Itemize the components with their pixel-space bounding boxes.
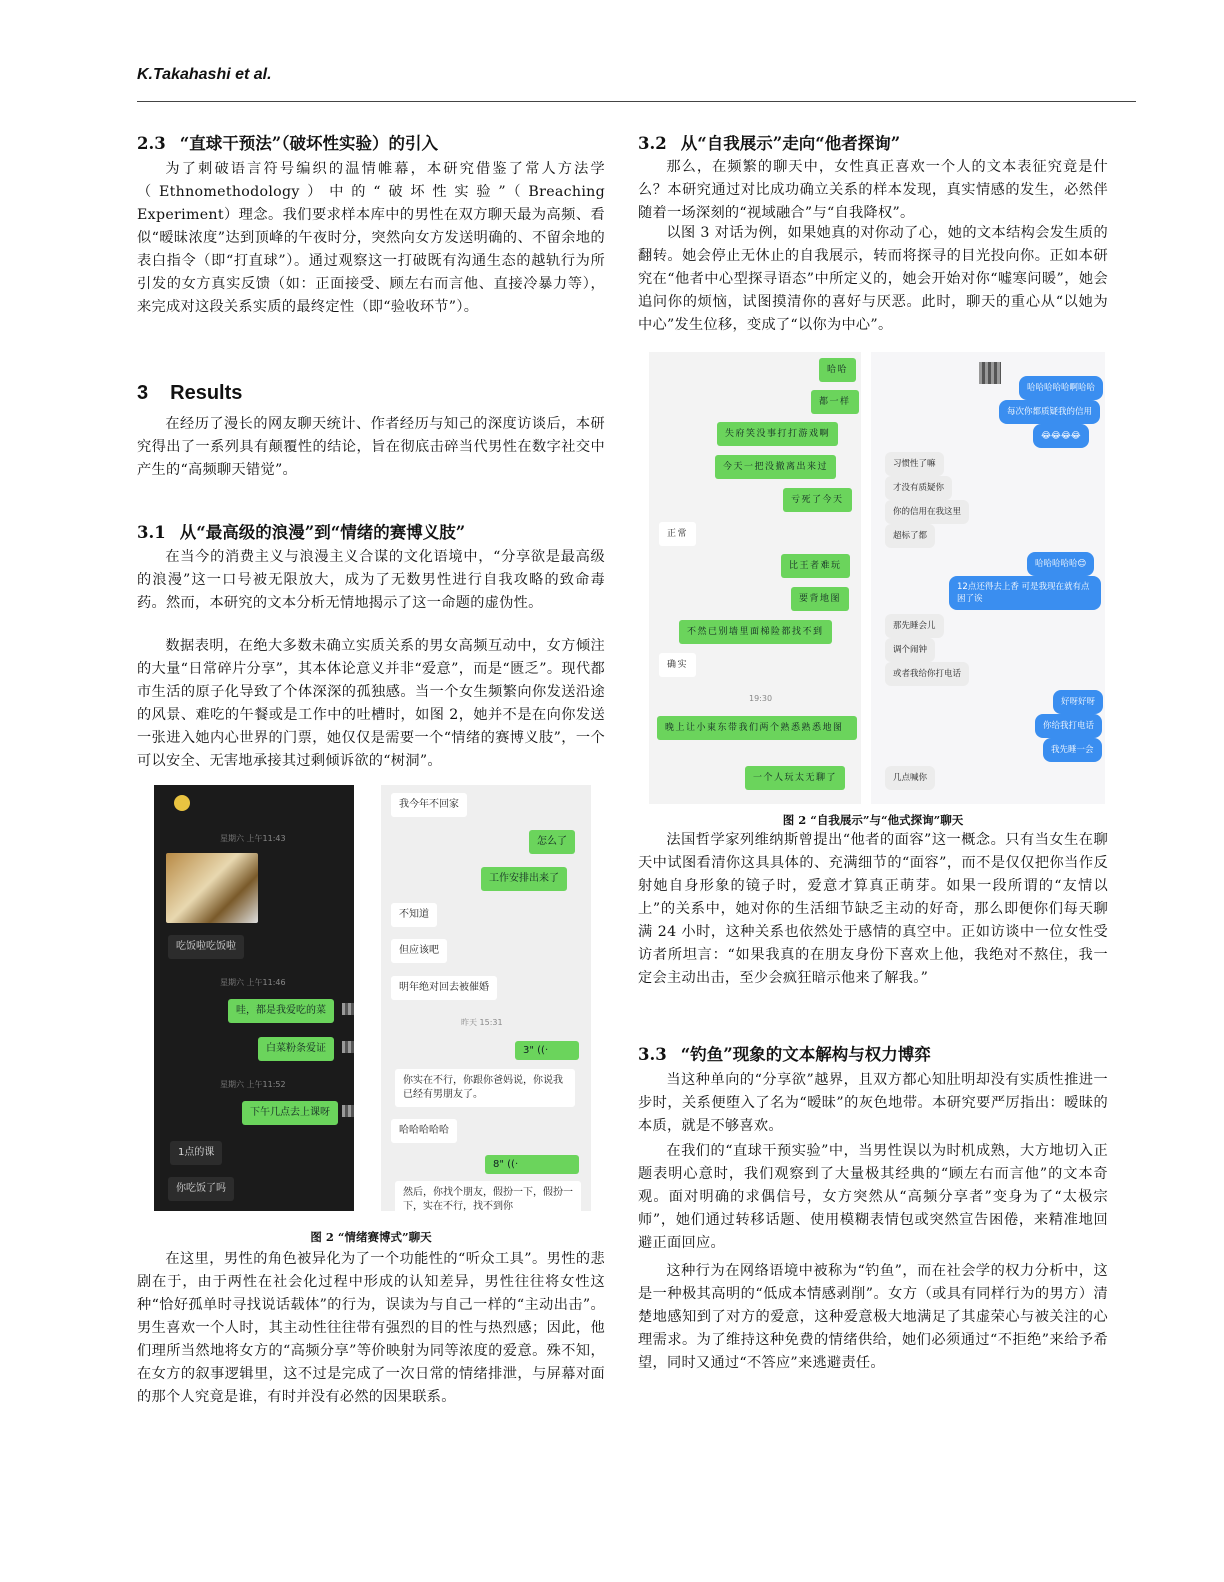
chat-message: 哈哈: [819, 358, 856, 382]
chat-message: 你吃饭了吗: [168, 1177, 234, 1201]
chat-message: 今天一把没撤离出来过: [715, 455, 836, 479]
paragraph: 这种行为在网络语境中被称为“钓鱼”，而在社会学的权力分析中，这是一种极其高明的“低成本情感剥削”。女方（或具有同样行为的男方）清楚地感知到了对方的爱意，这种爱意极大地满足了其虚荣心与被关注的心理需求。为了维持这种免费的情绪供给，她们必须通过“不拒绝”来给予希望，同时又通过“不答应”来逃避责任。: [638, 1263, 1108, 1371]
chat-message: 1点的课: [170, 1141, 222, 1165]
section-number: 3: [137, 382, 149, 404]
chat-message: 工作安排出来了: [481, 867, 567, 891]
paragraph: 法国哲学家列维纳斯曾提出“他者的面容”这一概念。只有当女生在聊天中试图看清你这具具体的、充满细节的“面容”，而不是仅仅把你当作反射她自身形象的镜子时，爱意才算真正萌芽。如果一段所谓的“友情以上”的关系中，她对你的生活细节缺乏主动的好奇，那么即便你们每天聊满 24 小时，这种关系也依然处于感情的真空中。正如访谈中一位女性受访者所坦言：“如果我真的在朋友身份下喜欢上他，我绝对不熬住，我一定会主动出击，至少会疯狂暗示他来了解我。”: [638, 832, 1108, 986]
section-title: Results: [170, 382, 243, 404]
chat-message: 😂😂😂😂: [1033, 424, 1089, 448]
chat-message: 一个人玩太无聊了: [745, 766, 845, 790]
avatar-icon: [342, 1003, 354, 1015]
chat-message: 亏死了今天: [783, 488, 852, 512]
chat-message: 或者我给你打电话: [885, 662, 969, 686]
timestamp: 星期六 上午11:46: [220, 978, 286, 987]
chat-message: 失府笑没事打打游戏啊: [717, 422, 838, 446]
chat-screenshot-light: [381, 785, 591, 1211]
section-number: 2.3: [137, 134, 166, 153]
figure-caption: 图 2 “自我展示”与“他式探询”聊天: [782, 813, 964, 827]
chat-message: 哇，都是我爱吃的菜: [228, 999, 334, 1023]
paragraph: 当这种单向的“分享欲”越界，且双方都心知肚明却没有实质性推进一步时，关系便堕入了名为“暧昧”的灰色地带。本研究要严厉指出：暧昧的本质，就是不够喜欢。: [638, 1072, 1108, 1134]
timestamp: 19:30: [749, 694, 773, 703]
chat-message: 哈哈哈哈哈😊: [1027, 552, 1094, 576]
chat-screenshot-game: [649, 352, 861, 804]
paragraph: 以图 3 对话为例，如果她真的对你动了心，她的文本结构会发生质的翻转。她会停止无休止的自我展示，转而将探寻的目光投向你。正如本研究在“他者中心型探寻语态”中所定义的，她会开始对你“嘘寒问暖”，她会追问你的烦恼，试图摸清你的喜好与厌恶。此时，聊天的重心从“以她为中心”发生位移，变成了“以你为中心”。: [638, 225, 1108, 333]
chat-message: 正常: [659, 522, 696, 546]
chat-screenshot-blue: [871, 352, 1105, 804]
timestamp: 星期六 上午11:43: [220, 834, 286, 843]
voice-wave-icon: ((·: [507, 1159, 519, 1170]
figure-caption: 图 2 “情绪赛博式”聊天: [310, 1230, 432, 1244]
section-3-2-heading: [638, 130, 900, 154]
section-title: 从“最高级的浪漫”到“情绪的赛博义肢”: [179, 523, 466, 542]
voice-message[interactable]: [515, 1041, 579, 1060]
chat-message: 吃饭啦吃饭啦: [168, 935, 244, 959]
chat-message: 比王者难玩: [781, 554, 850, 578]
chat-message: 晚上让小東东带我们两个熟悉熟悉地图: [657, 716, 857, 740]
chat-message: 下午几点去上课呀: [242, 1101, 338, 1125]
paragraph: 数据表明，在绝大多数未确立实质关系的男女高频互动中，女方倾注的大量“日常碎片分享”，其本体论意义并非“爱意”，而是“匮乏”。现代都市生活的原子化导致了个体深深的孤独感。当一个女生频繁向你发送沿途的风景、难吃的午餐或是工作中的吐槽时，如图 2，她并不是在向你发送一张进入她内心世界的门票，她仅仅是需要一个“情绪的赛博义肢”，一个可以安全、无害地承接其过剩倾诉欲的“树洞”。: [137, 638, 605, 769]
chat-message: 要背地图: [791, 587, 849, 611]
chat-screenshot-dark: [154, 785, 354, 1211]
chat-message: 白菜粉条爱证: [258, 1037, 334, 1061]
avatar-icon: [342, 1041, 354, 1053]
voice-duration: 3": [523, 1045, 534, 1056]
chat-message: 哈哈哈哈哈啊哈哈: [1019, 376, 1103, 400]
section-number: 3.1: [137, 523, 166, 542]
section-3-heading: [137, 382, 242, 405]
chat-message: 你给我打电话: [1035, 714, 1102, 738]
chat-message: 哈哈哈哈哈: [391, 1119, 457, 1143]
chat-message: 调个闹钟: [885, 638, 935, 662]
chat-message: 然后，你找个朋友，假扮一下，假扮一下，实在不行，找不到你: [395, 1181, 581, 1211]
chat-message: 才没有质疑你: [885, 476, 952, 500]
chat-message: 几点喊你: [885, 766, 935, 790]
section-title: 从“自我展示”走向“他者探询”: [680, 134, 901, 153]
section-number: 3.2: [638, 134, 667, 153]
section-3-1-heading: [137, 519, 465, 543]
paragraph: 在当今的消费主义与浪漫主义合谋的文化语境中，“分享欲是最高级的浪漫”这一口号被无限放大，成为了无数男性进行自我攻略的致命毒药。然而，本研究的文本分析无情地揭示了这一命题的虚伪性。: [137, 549, 605, 611]
header-rule: [137, 101, 1136, 102]
chat-message: 好呀好呀: [1053, 690, 1103, 714]
chat-message: 不知道: [391, 903, 437, 927]
timestamp: 昨天 15:31: [461, 1018, 503, 1027]
chat-message: 我今年不回家: [391, 793, 467, 817]
timestamp: 星期六 上午11:52: [220, 1080, 286, 1089]
chat-message: 你的信用在我这里: [885, 500, 969, 524]
avatar-icon: [979, 362, 1001, 384]
section-title: “直球干预法”（破坏性实验）的引入: [179, 134, 438, 153]
chat-message: 12点还得去上香 可是我现在就有点困了诶: [949, 576, 1101, 610]
section-2-3-heading: [137, 130, 438, 154]
running-title: K.Takahashi et al.: [137, 66, 272, 83]
avatar-icon: [342, 1105, 354, 1117]
voice-message[interactable]: [485, 1155, 579, 1174]
chat-message: 习惯性了嘛: [885, 452, 944, 476]
paragraph: 在这里，男性的角色被异化为了一个功能性的“听众工具”。男性的悲剧在于，由于两性在社会化过程中形成的认知差异，男性往往将女性这种“恰好孤单时寻找说话载体”的行为，误读为与自己一样的“主动出击”。男生喜欢一个人时，其主动性往往带有强烈的目的性与热烈感；因此，他们理所当然地将女方的“高频分享”等价映射为同等浓度的爱意。殊不知，在女方的叙事逻辑里，这不过是完成了一次日常的情绪排泄，与屏幕对面的那个人究竟是谁，有时并没有必然的因果联系。: [137, 1251, 605, 1405]
paragraph: 在经历了漫长的网友聊天统计、作者经历与知己的深度访谈后，本研究得出了一系列具有颠覆性的结论，旨在彻底击碎当代男性在数字社交中产生的“高频聊天错觉”。: [137, 416, 605, 478]
chat-message: 我先睡一会: [1043, 738, 1102, 762]
chat-message: 那先睡会儿: [885, 614, 944, 638]
chat-message: 每次你都质疑我的信用: [999, 400, 1100, 424]
chat-message: 确实: [659, 653, 696, 677]
chat-message: 怎么了: [529, 830, 575, 854]
voice-duration: 8": [493, 1159, 504, 1170]
chat-message: 明年绝对回去被催婚: [391, 976, 497, 1000]
emoji-face-icon: [174, 795, 190, 811]
section-title: “钓鱼”现象的文本解构与权力博弈: [680, 1045, 931, 1064]
paragraph: 为了刺破语言符号编织的温情帷幕，本研究借鉴了常人方法学（Ethnomethodology）中的“破坏性实验”（Breaching Experiment）理念。我们要求样本库中的男性在双方聊天最为高频、看似“暧昧浓度”达到顶峰的午夜时分，突然向女方发送明确的、不留余地的表白指令（即“打直球”）。通过观察这一打破既有沟通生态的越轨行为所引发的女方真实反馈（如：正面接受、顾左右而言他、直接冷暴力等），来完成对这段关系实质的最终定性（即“验收环节”）。: [137, 161, 605, 315]
chat-message: 但应该吧: [391, 939, 447, 963]
food-photo: [166, 853, 258, 923]
section-number: 3.3: [638, 1045, 667, 1064]
chat-message: 你实在不行，你跟你爸妈说，你说我已经有男朋友了。: [395, 1069, 575, 1107]
voice-wave-icon: ((·: [537, 1045, 549, 1056]
chat-message: 超标了都: [885, 524, 935, 548]
paragraph: 那么，在频繁的聊天中，女性真正喜欢一个人的文本表征究竟是什么？本研究通过对比成功确立关系的样本发现，真实情感的发生，必然伴随着一场深刻的“视域融合”与“自我降权”。: [638, 159, 1108, 221]
section-3-3-heading: [638, 1041, 931, 1065]
chat-message: 都一样: [811, 390, 859, 414]
chat-message: 不然已别墙里面梯险都找不到: [679, 620, 832, 644]
paragraph: 在我们的“直球干预实验”中，当男性误以为时机成熟，大方地切入正题表明心意时，我们观察到了大量极其经典的“顾左右而言他”的文本奇观。面对明确的求偶信号，女方突然从“高频分享者”变身为了“太极宗师”，她们通过转移话题、使用模糊表情包或突然宣告困倦，来精准地回避正面回应。: [638, 1143, 1108, 1251]
